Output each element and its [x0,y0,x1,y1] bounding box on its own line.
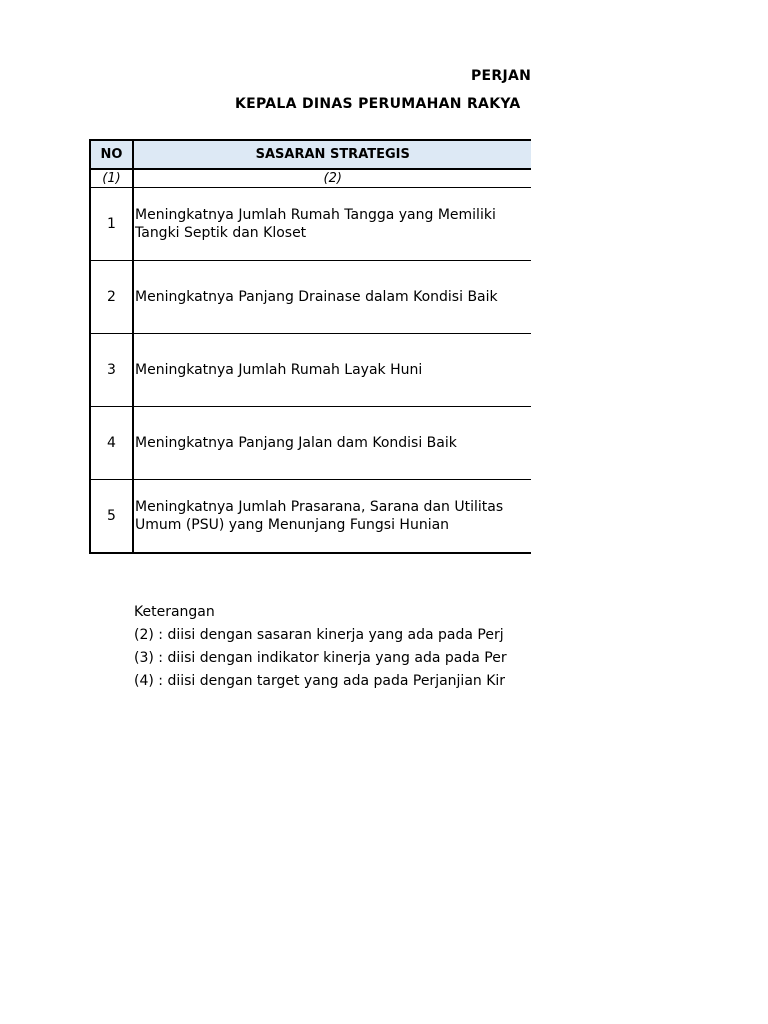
sasaran-text: Meningkatnya Jumlah Rumah Layak Huni [133,334,531,407]
row-number: 3 [90,334,133,407]
sasaran-strategis-table [89,139,531,554]
row-number: 2 [90,261,133,334]
column-header-no: NO [90,140,133,169]
document-title: PERJAN [471,68,531,84]
column-number-row [90,169,531,188]
row-number: 4 [90,407,133,480]
row-number: 5 [90,480,133,554]
keterangan-note: (4) : diisi dengan target yang ada pada Perjanjian Kir [134,673,506,689]
table-header-row [90,140,531,169]
keterangan-note: (2) : diisi dengan sasaran kinerja yang ada pada Perj [134,627,504,643]
table-row [90,188,531,261]
column-number-1: (1) [90,169,133,188]
keterangan-label: Keterangan [134,604,215,620]
keterangan-section [134,601,507,693]
sasaran-text: Meningkatnya Jumlah Prasarana, Sarana dan Utilitas Umum (PSU) yang Menunjang Fungsi Hunian [133,480,531,554]
table-row [90,407,531,480]
document-subtitle: KEPALA DINAS PERUMAHAN RAKYA [235,96,521,112]
column-header-sasaran: SASARAN STRATEGIS [133,140,531,169]
table-row [90,480,531,554]
column-number-2: (2) [133,169,531,188]
row-number: 1 [90,188,133,261]
sasaran-text: Meningkatnya Jumlah Rumah Tangga yang Memiliki Tangki Septik dan Kloset [133,188,531,261]
table-row [90,261,531,334]
table-row [90,334,531,407]
sasaran-text: Meningkatnya Panjang Jalan dam Kondisi Baik [133,407,531,480]
sasaran-text: Meningkatnya Panjang Drainase dalam Kondisi Baik [133,261,531,334]
keterangan-note: (3) : diisi dengan indikator kinerja yang ada pada Per [134,650,507,666]
